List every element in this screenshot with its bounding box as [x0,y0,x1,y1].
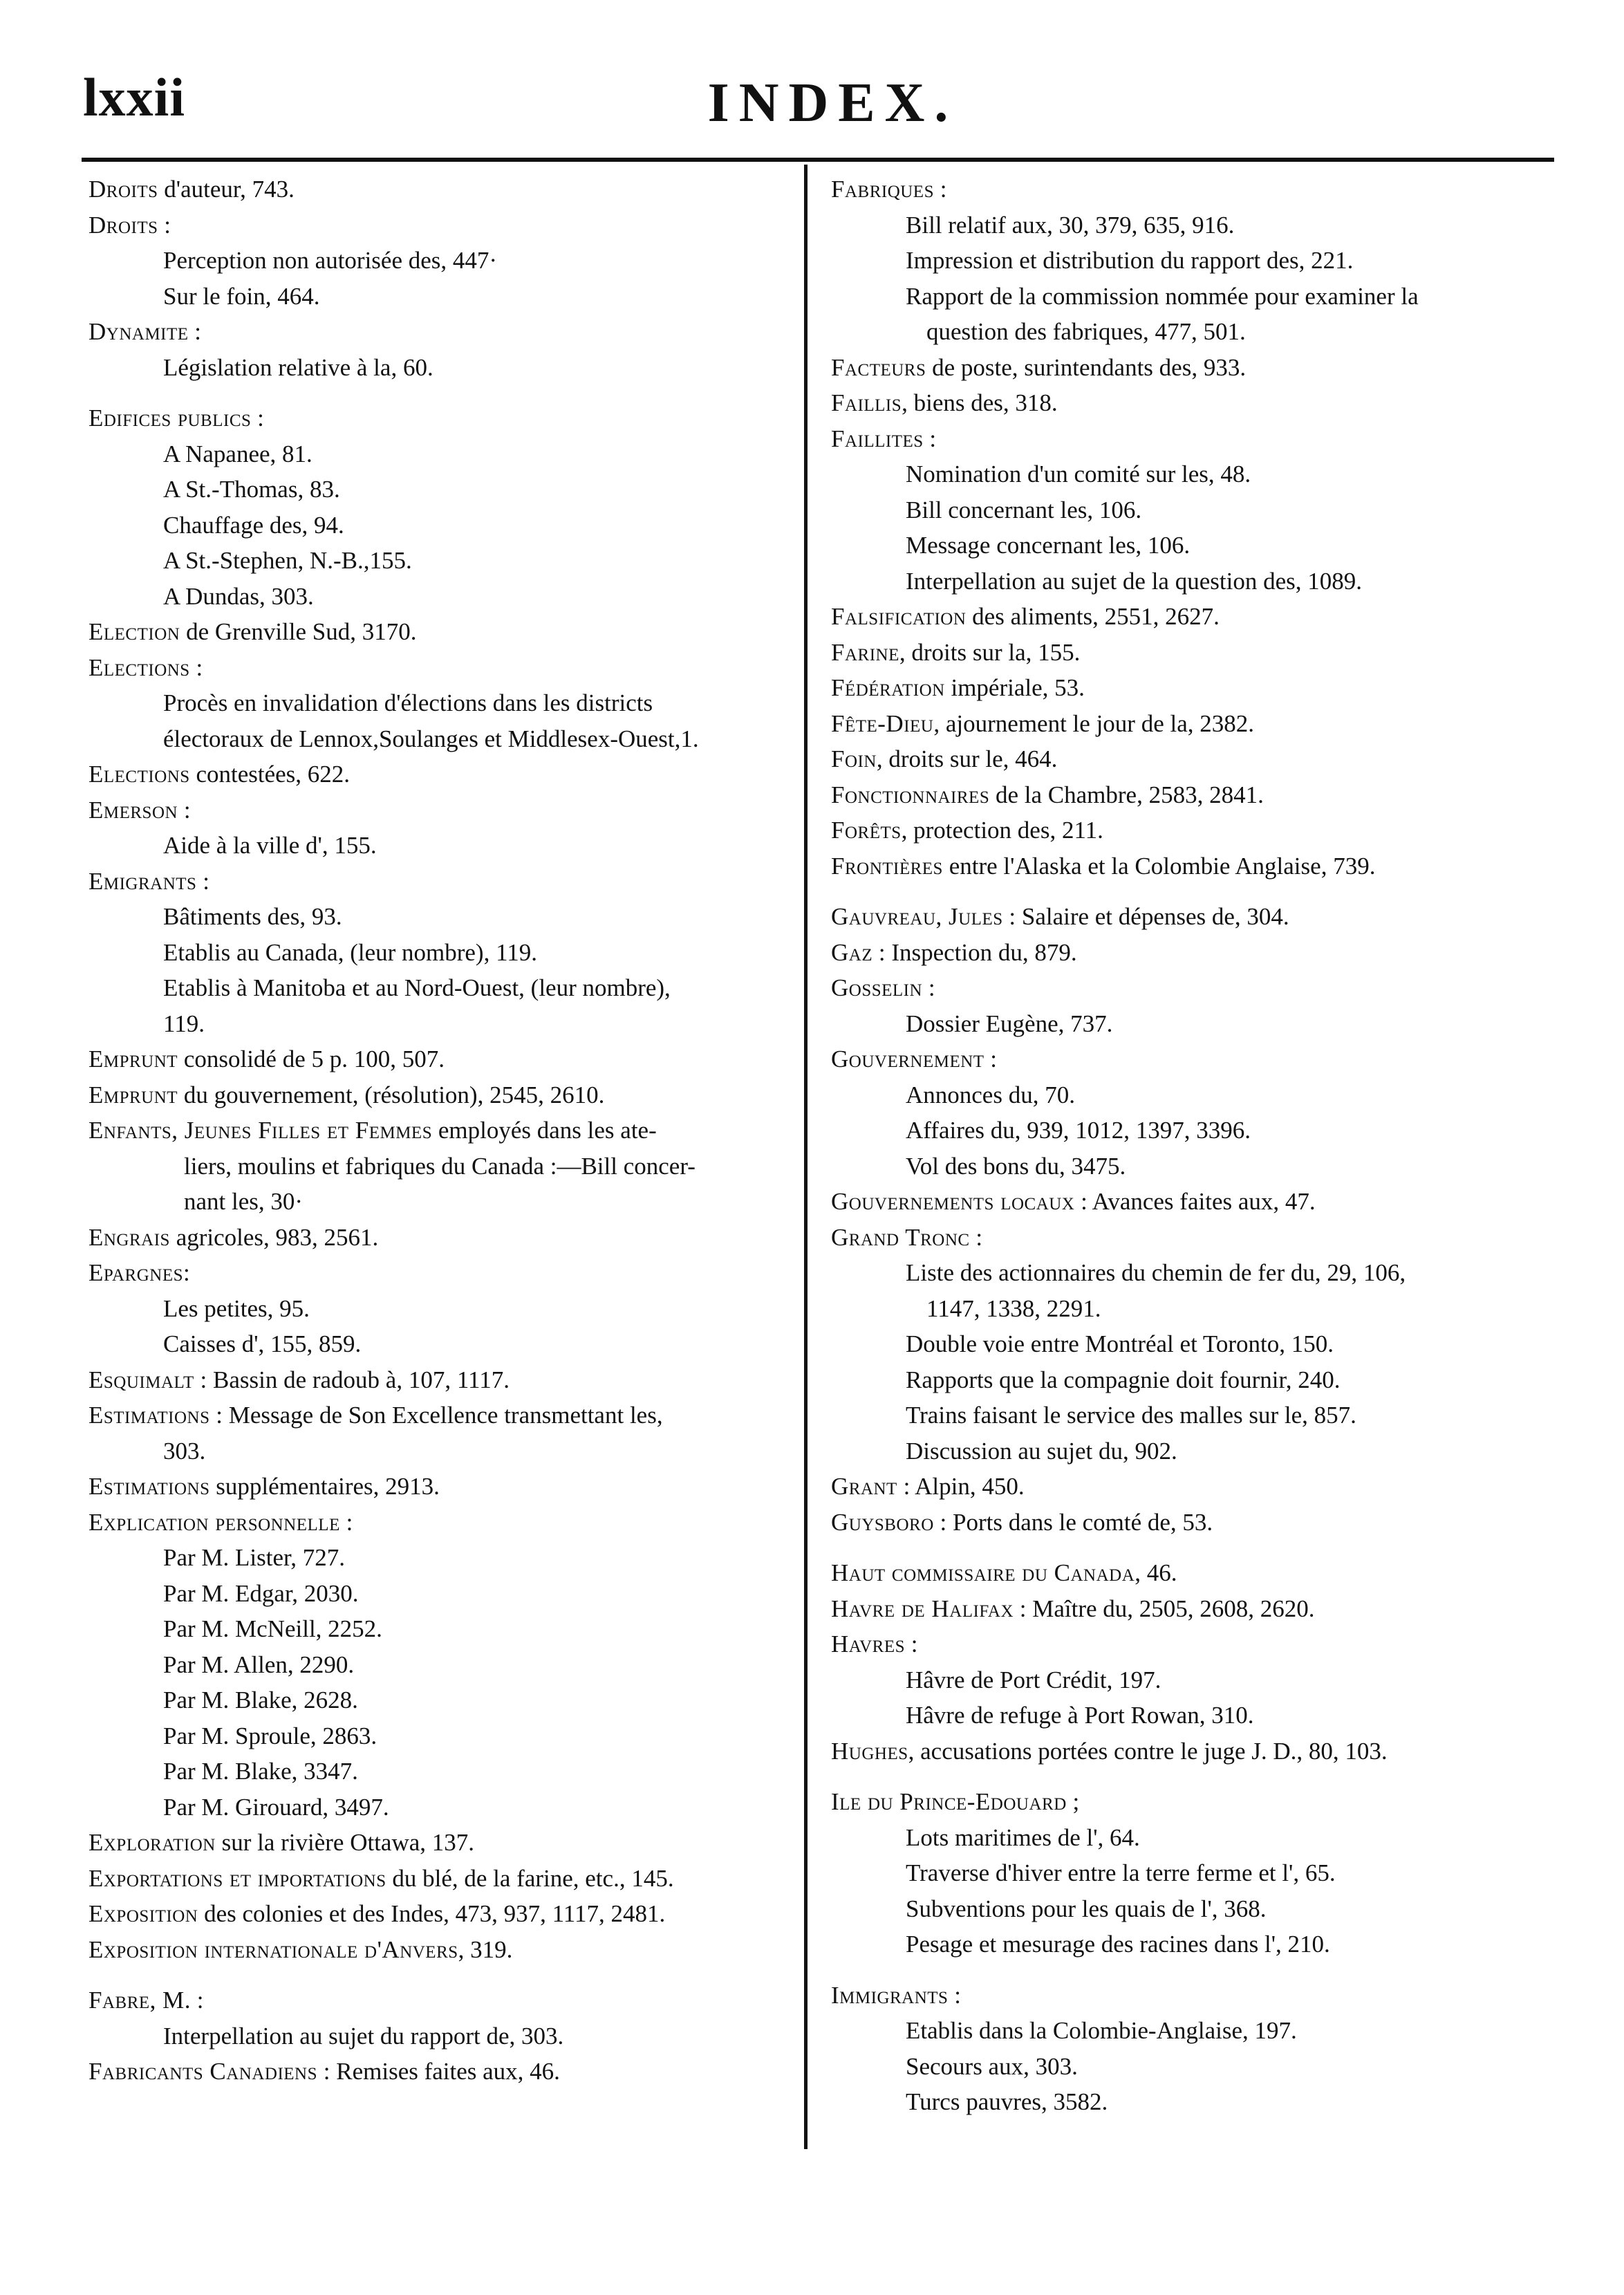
index-entry [88,1220,808,1256]
index-entry [88,1077,808,1113]
index-entry [88,1896,808,1932]
index-subentry: Par M. Blake, 2628. [163,1687,358,1713]
index-entry-text: : [188,318,202,345]
index-entry [831,385,1564,421]
index-entry [831,848,1564,884]
index-headword: Faillites [831,425,924,452]
index-entry-text: : Message de Son Excellence transmettant les, [209,1402,663,1429]
index-entry [88,756,808,792]
index-entry [88,614,808,650]
index-headword: Foin [831,745,877,772]
index-entry-text: : Bassin de radoub à, 107, 1117. [194,1366,510,1393]
index-entry [831,1626,1564,1662]
index-entry [831,1784,1564,1820]
index-entry-text: : [196,867,209,895]
index-subentry: Pesage et mesurage des racines dans l', 210. [906,1931,1330,1958]
index-entry [831,1220,1564,1256]
index-entry [88,1397,808,1433]
index-entry [831,1505,1564,1541]
index-headword: Explication personnelle [88,1508,340,1536]
left-column [88,171,808,2090]
index-entry-text: , droits sur le, 464. [876,745,1058,772]
index-subentry: Bill relatif aux, 30, 379, 635, 916. [906,211,1235,239]
index-entry-text: , droits sur la, 155. [899,638,1081,666]
index-subentry: Etablis dans la Colombie-Anglaise, 197. [906,2017,1297,2044]
index-headword: Fabricants Canadiens [88,2058,318,2085]
index-entry [88,650,808,686]
index-entry-text: supplémentaires, 2913. [209,1473,440,1500]
index-subentry: Aide à la ville d', 155. [163,832,377,859]
index-subentry: Par M. Girouard, 3497. [163,1793,389,1821]
index-entry [831,741,1564,777]
index-headword: Guysboro [831,1508,934,1536]
index-headword: Dynamite [88,318,189,345]
index-subentry: Etablis au Canada, (leur nombre), 119. [163,938,538,966]
index-entry-text: entre l'Alaska et la Colombie Anglaise, 739. [942,852,1376,880]
index-subentry: Secours aux, 303. [906,2052,1078,2080]
index-entry-text: de poste, surintendants des, 933. [926,353,1247,381]
index-entry [88,1041,808,1077]
header-rule [82,158,1554,162]
index-headword: Droits [88,211,158,239]
index-subentry: 303. [163,1437,206,1465]
index-entry-text: agricoles, 983, 2561. [169,1223,379,1251]
index-entry [831,1591,1564,1627]
index-entry [88,171,808,207]
index-entry [831,171,1564,207]
index-entry [831,970,1564,1006]
index-entry [831,1555,1564,1591]
index-subentry: Législation relative à la, 60. [163,353,433,381]
index-headword: Gouvernements locaux [831,1188,1075,1215]
index-headword: Faillis [831,389,902,416]
index-subentry: Bâtiments des, 93. [163,903,342,930]
index-entry-text: : [922,974,935,1001]
index-headword: Gouvernement [831,1046,984,1072]
index-entry-text: du blé, de la farine, etc., 145. [386,1864,674,1892]
index-headword: Haut commissaire du Canada [831,1559,1135,1586]
index-subentry: Perception non autorisée des, 447· [163,247,498,274]
index-continuation: liers, moulins et fabriques du Canada :—Bill concer- [184,1152,696,1180]
index-entry-text: : [158,211,171,239]
index-entry-text: : [251,405,264,431]
index-entry [831,777,1564,813]
index-headword: Estimations [88,1402,210,1429]
index-headword: Falsification [831,603,967,630]
index-entry [88,1932,808,1968]
index-subentry: A Napanee, 81. [163,440,312,467]
index-headword: Gaz [831,938,873,966]
index-entry-text: : [984,1046,998,1072]
index-entry [88,1505,808,1541]
index-subentry: Par M. Sproule, 2863. [163,1722,377,1749]
index-entry-text: , 319. [458,1935,513,1963]
index-headword: Esquimalt [88,1366,194,1393]
index-headword: Edifices publics [88,405,252,431]
index-entry-text: ; [1066,1788,1080,1815]
index-headword: Forêts [831,817,902,844]
index-entry-text: : Ports dans le comté de, 53. [933,1508,1213,1536]
index-subentry: Interpellation au sujet de la question des, 1089. [906,567,1362,595]
index-headword: Fabre, M. [88,1987,192,2014]
index-headword: Election [88,618,180,645]
index-entry-text: : [191,1987,204,2014]
index-headword: Emerson [88,796,178,824]
index-entry [88,1362,808,1398]
page-title: INDEX. [707,73,958,133]
index-entry-text: : [905,1630,918,1657]
index-subentry: Vol des bons du, 3475. [906,1152,1126,1180]
index-entry [831,1469,1564,1505]
index-entry [831,1184,1564,1220]
index-entry-text: du gouvernement, (résolution), 2545, 2610. [178,1081,605,1108]
index-entry-text: sur la rivière Ottawa, 137. [215,1829,475,1856]
index-entry-text: de Grenville Sud, 3170. [180,618,417,645]
index-subentry: Etablis à Manitoba et au Nord-Ouest, (leur nombre), [163,974,671,1001]
index-headword: Frontières [831,852,943,880]
index-entry-text: , accusations portées contre le juge J. D., 80, 103. [908,1737,1388,1765]
index-headword: Epargnes [88,1259,184,1286]
index-headword: Exploration [88,1829,216,1856]
index-subentry: Rapport de la commission nommée pour examiner la [906,282,1419,310]
index-entry-text: : Maître du, 2505, 2608, 2620. [1014,1595,1315,1622]
index-subentry: A Dundas, 303. [163,582,314,610]
index-entry [88,864,808,900]
index-entry-text: : [969,1223,983,1251]
index-subentry: Rapports que la compagnie doit fournir, 240. [906,1366,1341,1393]
index-subentry: Sur le foin, 464. [163,282,320,310]
index-headword: Exportations et importations [88,1864,386,1892]
index-subentry: Traverse d'hiver entre la terre ferme et l', 65. [906,1859,1336,1886]
index-entry [88,400,808,436]
index-subentry: Les petites, 95. [163,1294,310,1322]
index-entry [831,899,1564,935]
index-subentry: Trains faisant le service des malles sur le, 857. [906,1402,1356,1429]
index-subentry: Nomination d'un comité sur les, 48. [906,461,1251,487]
index-headword: Enfants, Jeunes Filles et Femmes [88,1117,433,1144]
index-entry-text: : [183,1259,190,1286]
index-entry-text: des colonies et des Indes, 473, 937, 1117, 2481. [198,1900,666,1927]
index-subentry: Lots maritimes de l', 64. [906,1823,1140,1851]
index-entry-text: : [189,653,203,681]
index-entry-text: des aliments, 2551, 2627. [966,603,1220,630]
index-headword: Fabriques [831,176,934,203]
index-entry-text: : Inspection du, 879. [872,938,1077,966]
index-entry-text: : Remises faites aux, 46. [317,2058,560,2085]
index-entry [831,421,1564,457]
index-entry-text: , biens des, 318. [902,389,1058,416]
index-headword: Fête-Dieu [831,709,934,737]
index-entry-text: , ajournement le jour de la, 2382. [933,709,1254,737]
index-headword: Emprunt [88,1046,178,1072]
index-headword: Ile du Prince-Edouard [831,1788,1067,1815]
index-subentry: Procès en invalidation d'élections dans les districts [163,689,653,716]
index-entry [831,635,1564,671]
index-entry-text: , protection des, 211. [901,817,1103,844]
index-entry-text: employés dans les ate- [432,1117,657,1144]
index-entry [88,1861,808,1897]
index-entry-text: : [178,796,191,824]
index-headword: Exposition internationale d'Anvers [88,1935,458,1963]
index-entry [88,1113,808,1149]
index-entry-text: : Avances faites aux, 47. [1074,1188,1316,1215]
index-entry-text: : [923,425,937,452]
index-headword: Grand Tronc [831,1223,970,1251]
index-subentry: Par M. McNeill, 2252. [163,1615,382,1642]
index-headword: Droits [88,176,158,203]
index-entry-text: : [948,1981,961,2009]
index-subentry: Par M. Blake, 3347. [163,1758,358,1785]
index-entry [88,207,808,243]
index-subentry: Par M. Lister, 727. [163,1544,346,1571]
index-subentry: Hâvre de Port Crédit, 197. [906,1666,1161,1693]
index-entry [88,1982,808,2018]
index-subentry: Par M. Allen, 2290. [163,1651,355,1678]
index-entry [831,599,1564,635]
index-subentry: Message concernant les, 106. [906,532,1191,559]
index-entry [88,1825,808,1861]
index-headword: Havres [831,1630,906,1657]
index-entry [831,935,1564,971]
index-entry [831,706,1564,742]
index-headword: Estimations [88,1473,210,1500]
index-subentry: Bill concernant les, 106. [906,496,1142,523]
index-entry [88,314,808,350]
index-subentry: Annonces du, 70. [906,1081,1075,1108]
index-subentry: Double voie entre Montréal et Toronto, 150. [906,1330,1334,1357]
index-entry [831,1734,1564,1769]
index-headword: Fédération [831,674,945,701]
index-headword: Gauvreau, Jules [831,903,1003,930]
index-headword: Immigrants [831,1981,949,2009]
index-entry [88,2054,808,2090]
index-headword: Exposition [88,1900,198,1927]
index-subentry: Par M. Edgar, 2030. [163,1579,359,1607]
index-headword: Engrais [88,1223,170,1251]
index-subentry: Turcs pauvres, 3582. [906,2088,1108,2115]
index-subentry: Chauffage des, 94. [163,511,344,539]
index-entry [88,1255,808,1291]
index-entry-text: d'auteur, 743. [158,176,295,203]
index-subentry: Hâvre de refuge à Port Rowan, 310. [906,1702,1254,1729]
index-headword: Havre de Halifax [831,1595,1014,1622]
index-subentry: Interpellation au sujet du rapport de, 303. [163,2022,564,2050]
index-entry-text: : [933,176,947,203]
index-subentry: Liste des actionnaires du chemin de fer du, 29, 106, [906,1259,1406,1286]
index-subentry: Subventions pour les quais de l', 368. [906,1895,1267,1922]
right-column [831,171,1564,2120]
index-entry [88,792,808,828]
index-headword: Emprunt [88,1081,178,1108]
index-headword: Elections [88,761,190,788]
index-headword: Gosselin [831,974,923,1001]
index-entry-text: impériale, 53. [944,674,1085,701]
index-subentry: Dossier Eugène, 737. [906,1010,1113,1037]
index-entry-text: : Alpin, 450. [897,1473,1025,1500]
index-headword: Facteurs [831,353,926,381]
index-entry [831,1978,1564,2014]
index-entry [831,350,1564,386]
index-subentry: Caisses d', 155, 859. [163,1330,362,1357]
index-entry-text: consolidé de 5 p. 100, 507. [178,1046,445,1072]
index-entry-text: , 46. [1135,1559,1177,1586]
index-entry-text: : [339,1508,353,1536]
index-entry-text: de la Chambre, 2583, 2841. [989,781,1264,808]
index-entry [831,812,1564,848]
index-subentry: A St.-Thomas, 83. [163,476,340,503]
index-headword: Farine [831,638,899,666]
index-entry [88,1469,808,1505]
index-headword: Elections [88,653,190,681]
index-subentry: Discussion au sujet du, 902. [906,1437,1177,1465]
index-entry-text: : Salaire et dépenses de, 304. [1002,903,1289,930]
index-subentry: Impression et distribution du rapport des, 221. [906,247,1354,274]
index-headword: Fonctionnaires [831,781,990,808]
index-subentry: Affaires du, 939, 1012, 1397, 3396. [906,1117,1251,1144]
index-subentry: 119. [163,1010,205,1037]
index-continuation: 1147, 1338, 2291. [926,1294,1101,1322]
page-number: lxxii [83,67,186,127]
index-entry [831,670,1564,706]
index-subentry: électoraux de Lennox,Soulanges et Middlesex-Ouest,1. [163,725,699,752]
index-continuation: question des fabriques, 477, 501. [926,318,1246,345]
index-continuation: nant les, 30· [184,1188,304,1215]
index-headword: Grant [831,1473,897,1500]
index-subentry: A St.-Stephen, N.-B.,155. [163,547,412,574]
index-headword: Emigrants [88,867,197,895]
index-entry [831,1041,1564,1077]
index-headword: Hughes [831,1737,908,1765]
index-entry-text: contestées, 622. [189,761,351,788]
